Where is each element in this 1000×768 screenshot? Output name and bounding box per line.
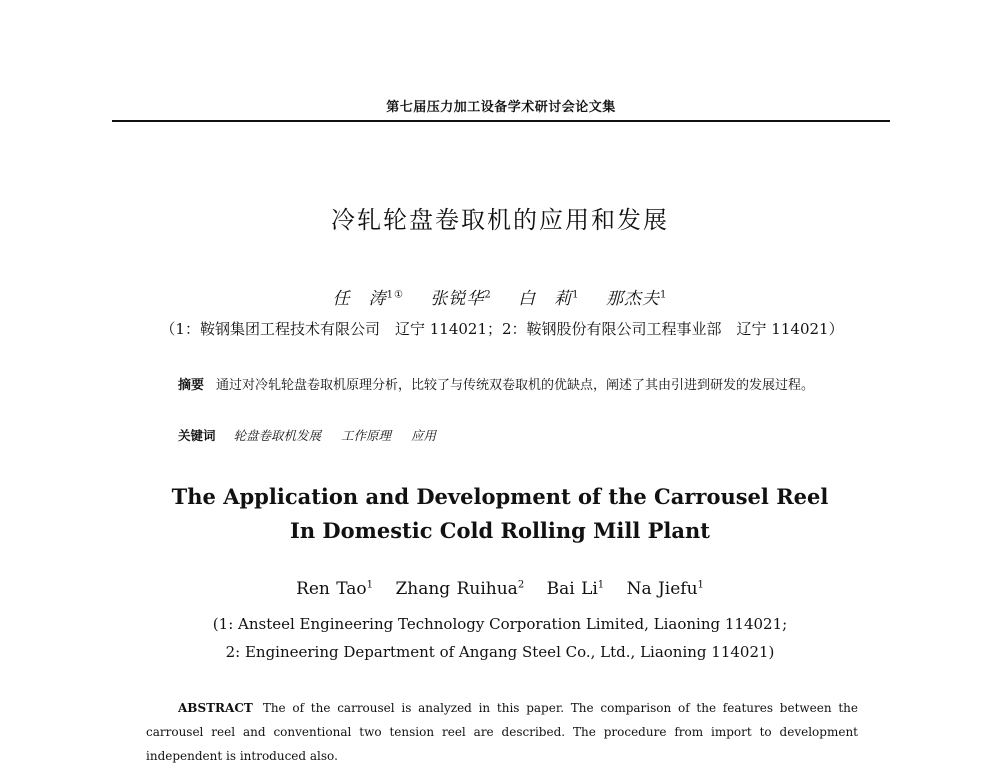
english-author: Zhang Ruihua$^2$	[395, 579, 525, 599]
english-abstract-label: ABSTRACT	[178, 701, 253, 715]
english-author: Bai Li$^1$	[546, 579, 605, 599]
english-affiliation	[0, 610, 1000, 666]
chinese-author: 白 莉$^1$	[518, 289, 580, 309]
english-abstract	[146, 696, 858, 768]
keyword: 工作原理	[341, 428, 392, 443]
chinese-abstract-text: 通过对冷轧轮盘卷取机原理分析，比较了与传统双卷取机的优缺点，阐述了其由引进到研发的发展过程。	[216, 378, 815, 393]
english-abstract-text: The of the carrousel is analyzed in this paper. The comparison of the features between the carrousel reel and conventional two tension reel are described. The procedure from import to development independent is introduced also.	[146, 701, 858, 763]
english-affiliation-line-1: (1: Ansteel Engineering Technology Corporation Limited, Liaoning 114021;	[212, 615, 788, 633]
english-affiliation-line-2: 2: Engineering Department of Angang Steel Co., Ltd., Liaoning 114021)	[225, 643, 775, 661]
english-title	[0, 480, 1000, 548]
keyword: 应用	[411, 428, 437, 443]
chinese-keywords-label: 关键词	[178, 428, 216, 443]
chinese-affiliation: （1：鞍钢集团工程技术有限公司 辽宁 114021；2：鞍钢股份有限公司工程事业部 辽宁 114021）	[160, 320, 844, 338]
english-author: Na Jiefu$^1$	[626, 579, 704, 599]
chinese-keywords	[178, 426, 452, 444]
chinese-author: 那杰夫$^1$	[605, 289, 668, 309]
running-head: 第七届压力加工设备学术研讨会论文集	[386, 100, 616, 115]
english-title-line-1: The Application and Development of the Carrousel Reel	[171, 484, 829, 509]
keyword: 轮盘卷取机发展	[233, 428, 322, 443]
english-authors	[0, 579, 1000, 599]
chinese-abstract-label: 摘要	[178, 378, 205, 393]
chinese-author: 张锐华$^2$	[430, 289, 492, 309]
chinese-abstract	[146, 374, 858, 398]
chinese-title: 冷轧轮盘卷取机的应用和发展	[331, 206, 669, 234]
header-rule	[112, 120, 890, 122]
english-title-line-2: In Domestic Cold Rolling Mill Plant	[290, 518, 710, 543]
chinese-author: 任 涛$^{1①}$	[332, 289, 404, 309]
english-author: Ren Tao$^1$	[296, 579, 374, 599]
chinese-authors	[0, 284, 1000, 309]
